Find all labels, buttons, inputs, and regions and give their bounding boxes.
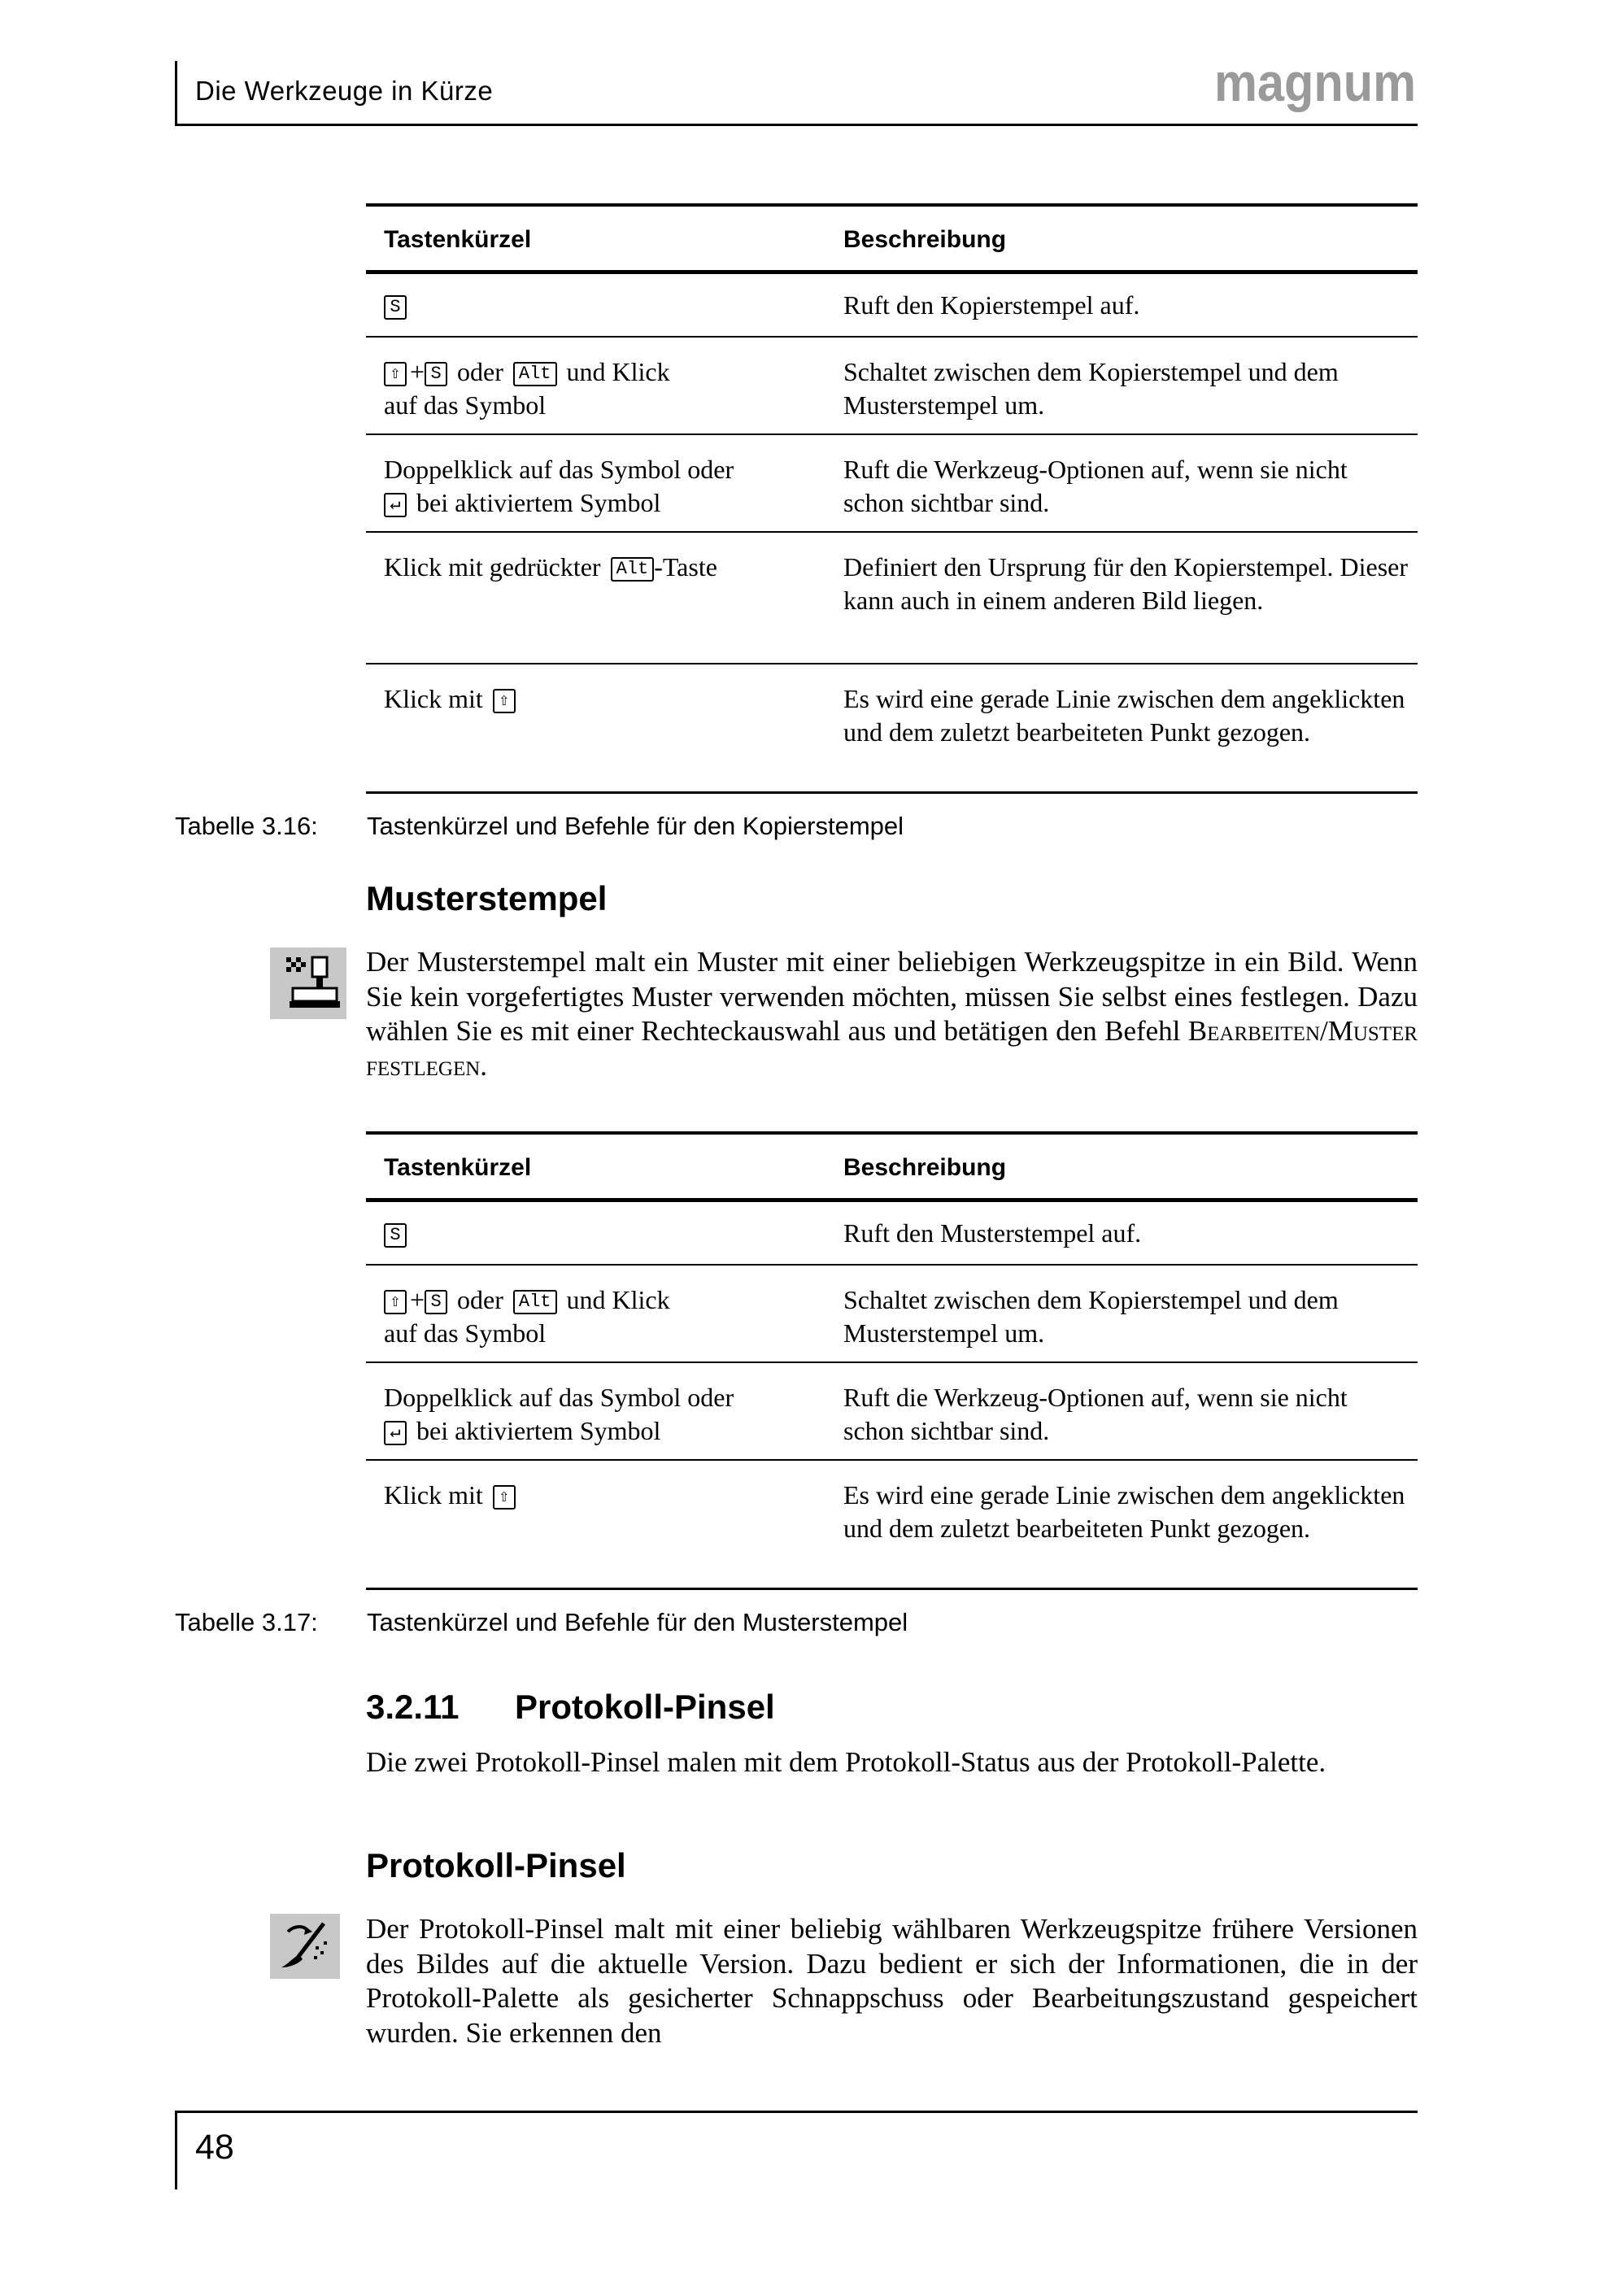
- key-alt: Alt: [513, 1290, 557, 1314]
- key-shift: ⇧: [493, 689, 516, 713]
- shortcut-line2: bei aktiviertem Symbol: [416, 488, 661, 517]
- shortcut-cell: [384, 1283, 827, 1350]
- description-cell: Ruft die Werkzeug-Optionen auf, wenn sie nicht schon sichtbar sind.: [843, 455, 1348, 517]
- section-title: Protokoll-Pinsel: [515, 1688, 775, 1726]
- brand-logo: [1212, 54, 1419, 114]
- description-cell: Ruft den Kopierstempel auf.: [843, 290, 1140, 320]
- key-alt: Alt: [513, 362, 557, 386]
- paragraph-text: Der Musterstempel malt ein Muster mit einer beliebigen Werkzeugspitze in ein Bild. Wenn Sie kein vorgefertigtes Muster verwenden möchten, müssen Sie selbst eines festlegen. Dazu wählen Sie es mit einer Rechteckauswahl aus und betätigen den Befehl: [366, 946, 1418, 1047]
- key-s: S: [425, 1290, 447, 1314]
- table-row: [366, 1363, 1418, 1461]
- caption-label: Tabelle 3.16:: [175, 812, 318, 840]
- key-enter: ↵: [384, 1421, 407, 1445]
- key-s: S: [425, 362, 447, 386]
- key-shift: ⇧: [384, 362, 407, 386]
- key-alt: Alt: [611, 557, 655, 582]
- table-row: [366, 338, 1418, 435]
- column-header-shortcut: Tastenkürzel: [384, 1154, 532, 1181]
- shortcut-cell: [384, 1381, 827, 1448]
- shortcut-table-pattern-stamp: [366, 1131, 1418, 1593]
- description-cell: Schaltet zwischen dem Kopierstempel und dem Musterstempel um.: [843, 357, 1339, 420]
- shortcut-cell: [384, 355, 827, 422]
- shortcut-line2: bei aktiviertem Symbol: [416, 1416, 661, 1445]
- table-caption: [175, 812, 904, 841]
- plus-sign: +: [410, 357, 425, 386]
- key-s: S: [384, 1223, 407, 1248]
- shortcut-cell: [384, 551, 827, 584]
- running-title: Die Werkzeuge in Kürze: [195, 76, 494, 106]
- shortcut-table-clone-stamp: [366, 203, 1418, 795]
- footer-rule-vertical: [175, 2111, 177, 2189]
- shortcut-text: Klick mit gedrückter: [384, 552, 601, 582]
- column-header-shortcut: Tastenkürzel: [384, 226, 532, 253]
- plus-sign: +: [410, 1285, 425, 1314]
- description-cell: Es wird eine gerade Linie zwischen dem angeklickten und dem zuletzt bearbeiteten Punkt gezogen.: [843, 1480, 1405, 1543]
- description-cell: Es wird eine gerade Linie zwischen dem angeklickten und dem zuletzt bearbeiteten Punkt gezogen.: [843, 684, 1405, 747]
- description-cell: Schaltet zwischen dem Kopierstempel und dem Musterstempel um.: [843, 1285, 1339, 1348]
- shortcut-line1: Doppelklick auf das Symbol oder: [384, 1383, 734, 1412]
- table-row: [366, 664, 1418, 794]
- column-header-description: Beschreibung: [843, 226, 1007, 253]
- table-row: [366, 1266, 1418, 1363]
- table-row: [366, 274, 1418, 338]
- table-row: [366, 1461, 1418, 1590]
- shortcut-text: Klick mit: [384, 1480, 483, 1510]
- history-brush-icon: [270, 1914, 340, 1979]
- paragraph-musterstempel: [366, 945, 1418, 1083]
- brand-logo-text: magnum: [1214, 54, 1416, 112]
- section-number: 3.2.11: [366, 1688, 460, 1726]
- table-row: [366, 533, 1418, 664]
- caption-text: Tastenkürzel und Befehle für den Kopierstempel: [367, 812, 904, 840]
- shortcut-cell: [384, 453, 827, 520]
- key-s: S: [384, 295, 407, 320]
- menu-command: Bearbeiten/Muster festlegen: [366, 1015, 1418, 1082]
- sentence-period: .: [480, 1049, 488, 1082]
- paragraph-protokoll-intro: Die zwei Protokoll-Pinsel malen mit dem Protokoll-Status aus der Protokoll-Palette.: [366, 1746, 1326, 1778]
- paragraph-protokoll-pinsel: Der Protokoll-Pinsel malt mit einer beliebig wählbaren Werkzeugspitze frühere Versionen des Bildes auf die aktuelle Version. Dazu bedient er sich der Informationen, die in der Protokoll-Palette als gesicherter Schnappschuss oder Bearbeitungszustand gespeichert wurden. Sie erkennen den: [366, 1913, 1418, 2049]
- shortcut-line2: auf das Symbol: [384, 390, 547, 420]
- description-cell: Definiert den Ursprung für den Kopierstempel. Dieser kann auch in einem anderen Bild liegen.: [843, 552, 1408, 615]
- description-cell: Ruft den Musterstempel auf.: [843, 1218, 1142, 1248]
- caption-label: Tabelle 3.17:: [175, 1608, 318, 1636]
- key-shift: ⇧: [384, 1290, 407, 1314]
- shortcut-line1: Doppelklick auf das Symbol oder: [384, 455, 734, 484]
- subheading-protokoll-pinsel: Protokoll-Pinsel: [366, 1846, 626, 1884]
- page-number: 48: [195, 2128, 234, 2167]
- subheading-musterstempel: Musterstempel: [366, 879, 608, 917]
- table-row: [366, 1202, 1418, 1266]
- table-header: [366, 207, 1418, 270]
- click-text: und Klick: [566, 357, 670, 386]
- footer-rule-horizontal: [175, 2111, 1418, 2113]
- pattern-stamp-icon: [270, 948, 346, 1019]
- key-enter: ↵: [384, 493, 407, 517]
- description-cell: Ruft die Werkzeug-Optionen auf, wenn sie nicht schon sichtbar sind.: [843, 1383, 1348, 1445]
- table-header: [366, 1135, 1418, 1198]
- table-caption: [175, 1608, 908, 1637]
- key-shift: ⇧: [493, 1485, 516, 1510]
- caption-text: Tastenkürzel und Befehle für den Musterstempel: [367, 1608, 908, 1636]
- shortcut-cell: [384, 289, 827, 322]
- or-text: oder: [457, 1285, 503, 1314]
- click-text: und Klick: [566, 1285, 670, 1314]
- or-text: oder: [457, 357, 503, 386]
- header-rule-vertical: [175, 61, 177, 126]
- column-header-description: Beschreibung: [843, 1154, 1007, 1181]
- shortcut-line2: auf das Symbol: [384, 1318, 547, 1348]
- header-rule-horizontal: [175, 124, 1418, 126]
- shortcut-cell: [384, 1217, 827, 1250]
- shortcut-text: Klick mit: [384, 684, 483, 713]
- section-heading: [366, 1688, 775, 1727]
- shortcut-suffix: -Taste: [654, 552, 717, 582]
- shortcut-cell: [384, 1479, 827, 1512]
- table-row: [366, 435, 1418, 533]
- shortcut-cell: [384, 682, 827, 716]
